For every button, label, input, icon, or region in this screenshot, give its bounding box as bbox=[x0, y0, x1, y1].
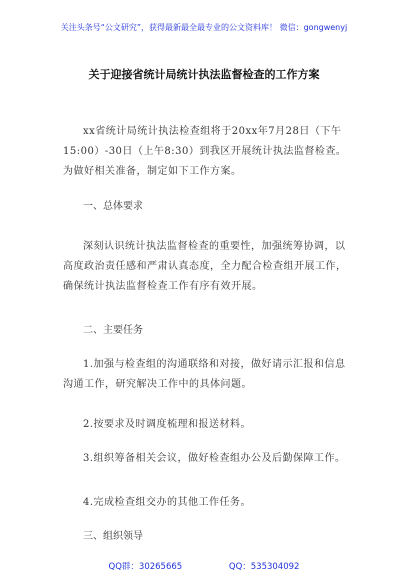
footer-qq-group[interactable]: QQ群：30265665 bbox=[108, 562, 183, 572]
task-item-1: 1.加强与检查组的沟通联络和对接，做好请示汇报和信息沟通工作，研究解决工作中的具体问题。 bbox=[63, 359, 346, 390]
intro-paragraph: xx省统计局统计执法检查组将于20xx年7月28日（下午15:00）-30日（上午8:30）到我区开展统计执法监督检查。为做好相关准备，制定如下工作方案。 bbox=[63, 126, 347, 177]
task-item-3: 3.组织筹备相关会议，做好检查组办公及后勤保障工作。 bbox=[83, 453, 346, 464]
footer-contact bbox=[0, 560, 408, 572]
section2-heading: 二、主要任务 bbox=[83, 325, 143, 336]
top-banner[interactable]: 关注头条号“公文研究”，获得最新最全最专业的公文资料库！ 微信：gongwenyj bbox=[60, 23, 348, 32]
task-item-2: 2.按要求及时调度梳理和报送材料。 bbox=[83, 419, 252, 430]
section1-heading: 一、总体要求 bbox=[83, 201, 143, 212]
section3-heading: 三、组织领导 bbox=[83, 531, 143, 542]
task-item-4: 4.完成检查组交办的其他工作任务。 bbox=[83, 497, 252, 508]
document-title: 关于迎接省统计局统计执法监督检查的工作方案 bbox=[88, 68, 320, 81]
section1-body: 深刻认识统计执法监督检查的重要性，加强统筹协调，以高度政治责任感和严肃认真态度，全力配合检查组开展工作，确保统计执法监督检查工作有序有效开展。 bbox=[63, 241, 347, 292]
footer-qq[interactable]: QQ：535304092 bbox=[228, 562, 300, 572]
